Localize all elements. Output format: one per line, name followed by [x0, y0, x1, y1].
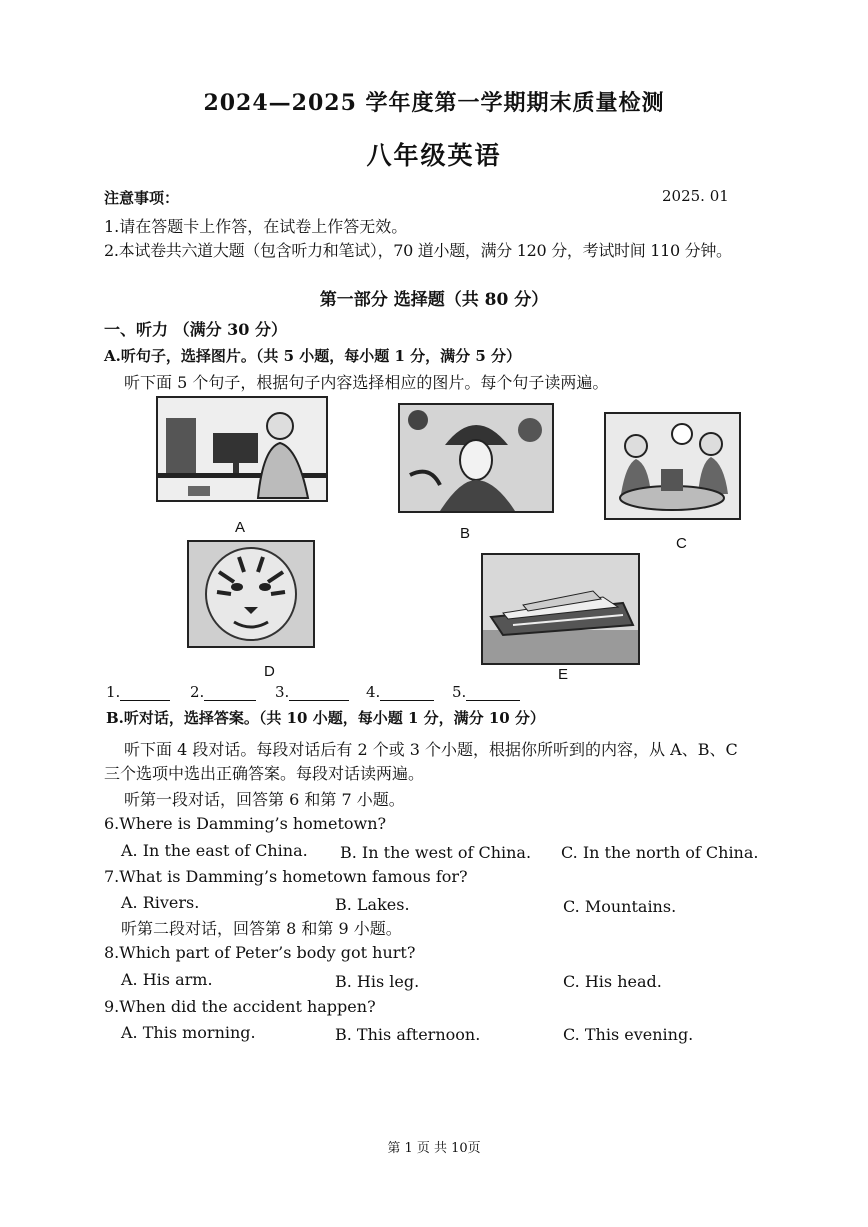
option-c[interactable]: C. Mountains.	[563, 897, 677, 916]
picture-label-a: A	[235, 519, 246, 536]
section-b-title: B.听对话，选择答案。（共 10 小题，每小题 1 分，满分 10 分）	[106, 709, 545, 727]
question-text: 6.Where is Damming’s hometown?	[104, 814, 387, 833]
dialog-note: 听第一段对话，回答第 6 和第 7 小题。	[124, 790, 405, 809]
option-b[interactable]: B. In the west of China.	[340, 843, 532, 862]
notice-label: 注意事项：	[104, 189, 180, 207]
option-c[interactable]: C. This evening.	[563, 1025, 694, 1044]
tiger-image	[187, 540, 315, 648]
part-title: 第一部分 选择题（共 80 分）	[319, 290, 549, 310]
option-b[interactable]: B. This afternoon.	[335, 1025, 481, 1044]
notice-item: 1.请在答题卡上作答，在试卷上作答无效。	[104, 217, 408, 236]
picture-label-c: C	[676, 535, 687, 552]
section-b-instruction: 三个选项中选出正确答案。每段对话读两遍。	[104, 764, 425, 783]
option-b[interactable]: B. Lakes.	[335, 895, 410, 914]
answer-blank-2[interactable]	[190, 683, 256, 701]
blank-number: 2.	[190, 683, 205, 701]
question-text: 9.When did the accident happen?	[104, 997, 376, 1016]
family-dinner-image	[604, 412, 741, 520]
cruise-ship-image	[481, 553, 640, 665]
picture-label-b: B	[460, 525, 471, 542]
blank-number: 1.	[106, 683, 121, 701]
section-title: 一、听力 （满分 30 分）	[104, 320, 287, 339]
answer-blank-1[interactable]	[106, 683, 170, 701]
blank-number: 3.	[275, 683, 290, 701]
blank-number: 5.	[452, 683, 467, 701]
picture-label-e: E	[558, 666, 569, 683]
option-c[interactable]: C. His head.	[563, 972, 662, 991]
question-text: 8.Which part of Peter’s body got hurt?	[104, 943, 416, 962]
blank-number: 4.	[366, 683, 381, 701]
answer-blank-5[interactable]	[452, 683, 520, 701]
question-text: 7.What is Damming’s hometown famous for?	[104, 867, 468, 886]
picture-label-d: D	[264, 663, 275, 680]
option-a[interactable]: A. In the east of China.	[121, 841, 308, 860]
option-b[interactable]: B. His leg.	[335, 972, 420, 991]
answer-blank-4[interactable]	[366, 683, 434, 701]
option-a[interactable]: A. This morning.	[121, 1023, 256, 1042]
exam-date: 2025. 01	[662, 187, 729, 205]
exam-title: 2024—2025 学年度第一学期期末质量检测	[203, 90, 665, 116]
peking-opera-performer-image	[398, 403, 554, 513]
exam-subtitle: 八年级英语	[366, 141, 502, 170]
option-c[interactable]: C. In the north of China.	[561, 843, 759, 862]
section-a-title: A.听句子，选择图片。（共 5 小题，每小题 1 分，满分 5 分）	[104, 347, 522, 365]
section-b-instruction: 听下面 4 段对话。每段对话后有 2 个或 3 个小题，根据你所听到的内容，从 A、B、C	[124, 740, 738, 759]
notice-item: 2.本试卷共六道大题（包含听力和笔试），70 道小题，满分 120 分，考试时间 110 分钟。	[104, 241, 732, 260]
option-a[interactable]: A. His arm.	[121, 970, 213, 989]
answer-blank-3[interactable]	[275, 683, 349, 701]
dialog-note: 听第二段对话，回答第 8 和第 9 小题。	[121, 919, 402, 938]
option-a[interactable]: A. Rivers.	[121, 893, 200, 912]
page-number: 第 1 页 共 10页	[387, 1141, 481, 1156]
office-worker-at-computer-image	[156, 396, 328, 502]
section-a-instruction: 听下面 5 个句子，根据句子内容选择相应的图片。每个句子读两遍。	[124, 373, 609, 392]
